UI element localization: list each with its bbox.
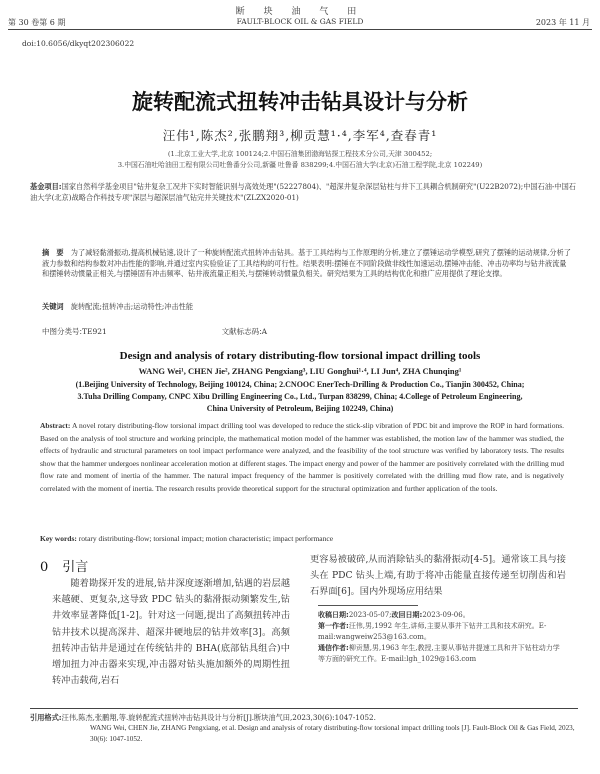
intro-paragraph-continued: 更容易被破碎,从而消除钻头的黏滑振动[4-5]。通常该工具与接头在 PDC 钻头上端,有助于将冲击能量直接传递至切削齿和岩石界面[6]。国内外现场应用结果 [310, 554, 566, 598]
abstract-en [40, 420, 564, 495]
section-heading [40, 556, 88, 575]
doc-code-value: A [261, 327, 268, 336]
keywords-cn-text: 旋转配流;扭转冲击;运动特性;冲击性能 [70, 302, 194, 311]
revised-label: 改回日期: [391, 611, 423, 619]
paper-title-cn: 旋转配流式扭转冲击钻具设计与分析 [132, 90, 468, 114]
keywords-en-text: rotary distributing-flow; torsional impact; motion characteristic; impact performance [78, 534, 334, 543]
abstract-cn [42, 248, 572, 280]
clc-value: TE921 [82, 327, 107, 336]
funding [30, 182, 578, 203]
citation-rule [30, 708, 578, 709]
funding-label: 基金项目: [30, 182, 62, 191]
citation-label: 引用格式: [30, 713, 62, 722]
section-title: 引言 [62, 560, 89, 575]
footnote [318, 610, 566, 665]
abstract-en-text: A novel rotary distributing-flow torsional impact drilling tool was developed to reduce the stick-slip vibration of PDC bit and improve the ROP in hard formations. Based on the analysis of tool structure and working principle, the mathematical motion model of the hammer was established, the motion law of the hammer was studied, the effects of hydraulic and structural parameters on tool impact performance were analyzed, and the feasibility of the tool structure was verified by laboratory tests. The results show that the hammer undergoes nonlinear acceleration motion at different stages. The impact energy and power of the hammer are positively correlated with the drilling mud flow rate and moment of inertia of the hammer. The natural impact frequency of the hammer is positively correlated with the drilling mud flow rate, and is negatively correlated with the moment of inertia. The research results provide theoretical support for the structural optimization and further application of the tools. [40, 421, 564, 493]
first-author-text: 汪伟,男,1992 年生,讲师,主要从事井下钻井工具和技术研究。E-mail:wangweiw253@163.com。 [318, 622, 547, 641]
affiliation-cn-line: (1.北京工业大学,北京 100124;2.中国石油集团渤海钻探工程技术分公司,天津 300452; [167, 150, 433, 158]
header-rule [8, 29, 592, 30]
abstract-cn-label: 摘 要 [42, 248, 64, 257]
affiliation-cn-line: 3.中国石油吐哈油田工程有限公司吐鲁番分公司,新疆 吐鲁番 838299;4.中国石油大学(北京)石油工程学院,北京 102249) [117, 161, 483, 169]
footnote-first-author [318, 621, 566, 643]
funding-text: 国家自然科学基金项目"钻井复杂工况井下实时智能识别与高效处理"(52227804)、"超深井复杂深层钻柱与井下工具耦合机制研究"(U22B2072);中国石油-中国石油大学(北京)战略合作科技专项"深层与超深层油气钻完井关键技术"(ZLZX2020-01) [30, 182, 576, 202]
footnote-dates [318, 610, 566, 621]
affiliation-en-line: (1.Beijing University of Technology, Beijing 100124, China; 2.CNOOC EnerTech-Drilling & Production Co., Tianjin 300452, China; [75, 380, 525, 389]
citation [30, 712, 578, 745]
intro-left-column [52, 576, 290, 689]
doi: doi:10.6056/dkyqt202306022 [22, 39, 135, 48]
footnote-corresponding-author [318, 643, 566, 665]
abstract-en-label: Abstract: [40, 421, 71, 430]
abstract-cn-text: 为了减轻黏滑振动,提高机械钻速,设计了一种旋转配流式扭转冲击钻具。基于工具结构与工作原理的分析,建立了摆锤运动学模型,研究了摆锤的运动规律,分析了液力参数和结构参数对冲击性能的影响,并通过室内实验验证了工具结构的可行性。结果表明:摆锤在不同阶段做非线性加速运动,摆锤冲击能、冲击功率均与钻井液流量和摆锤转动惯量正相关,与摆锤固有冲击频率、钻井液流量正相关,与摆锤转动惯量负相关。研究结果为工具的结构优化和推广应用提供了理论支撑。 [42, 248, 571, 278]
keywords-en-label: Key words: [40, 534, 77, 543]
volume-issue: 第 30 卷第 6 期 [8, 18, 66, 27]
section-number: 0 [40, 560, 49, 575]
affiliation-en-line: 3.Tuha Drilling Company, CNPC Xibu Drilling Engineering Co., Ltd., Turpan 838299, China; 4.College of Petroleum Engineering, [77, 392, 523, 401]
citation-en: WANG Wei, CHEN Jie, ZHANG Pengxiang, et al. Design and analysis of rotary distributing-flow torsional impact drilling tools [J]. Fault-Block Oil & Gas Field, 2023, 30(6): 1047-1052. [90, 724, 575, 743]
clc-label: 中图分类号: [42, 327, 83, 336]
first-author-label: 第一作者: [318, 622, 349, 630]
classification-row [42, 326, 572, 337]
paper-title-en: Design and analysis of rotary distributing-flow torsional impact drilling tools [119, 350, 481, 362]
journal-title-cn: 断 块 油 气 田 [235, 7, 365, 17]
authors-en: WANG Wei¹, CHEN Jie², ZHANG Pengxiang³, LIU Gonghui¹·⁴, LI Jun⁴, ZHA Chunqing¹ [138, 366, 462, 376]
issue-date: 2023 年 11 月 [535, 18, 590, 27]
journal-title-en: FAULT-BLOCK OIL & GAS FIELD [236, 17, 364, 26]
footnote-rule [318, 605, 418, 606]
revised-date: 2023-09-06。 [422, 611, 470, 619]
authors-cn: 汪伟¹,陈杰²,张鹏翔³,柳贡慧¹·⁴,李军⁴,查春青¹ [162, 128, 438, 143]
citation-cn: 汪伟,陈杰,张鹏翔,等.旋转配流式扭转冲击钻具设计与分析[J].断块油气田,2023,30(6):1047-1052. [61, 713, 376, 722]
keywords-cn-label: 关键词 [42, 302, 64, 311]
keywords-cn [42, 302, 572, 312]
affiliation-en-line: China University of Petroleum, Beijing 102249, China) [206, 404, 394, 413]
intro-right-column [310, 552, 566, 601]
received-label: 收稿日期: [318, 611, 349, 619]
corresponding-text: 柳贡慧,男,1963 年生,教授,主要从事钻井提速工具和井下钻柱动力学等方面的研究工作。E-mail:lgh_1029@163.com [318, 644, 560, 663]
received-date: 2023-05-07; [348, 611, 392, 619]
keywords-en [40, 534, 564, 543]
affiliations-en [40, 379, 560, 415]
corresponding-label: 通信作者: [318, 644, 349, 652]
intro-paragraph: 随着勘探开发的进展,钻井深度逐渐增加,钻遇的岩层越来越硬、更复杂,这导致 PDC 钻头的黏滑振动频繁发生,钻井效率显著降低[1-2]。针对这一问题,提出了高频扭转冲击钻井技术以提高深井、超深井硬地层的钻井效率[3]。高频扭转冲击钻井是通过在传统钻井的 BHA(底部钻具组合)中增加扭力冲击器来实现,冲击器对钻头施加额外的周期性扭转冲击载荷,岩石 [52, 578, 290, 687]
doc-code-label: 文献标志码: [221, 327, 262, 336]
